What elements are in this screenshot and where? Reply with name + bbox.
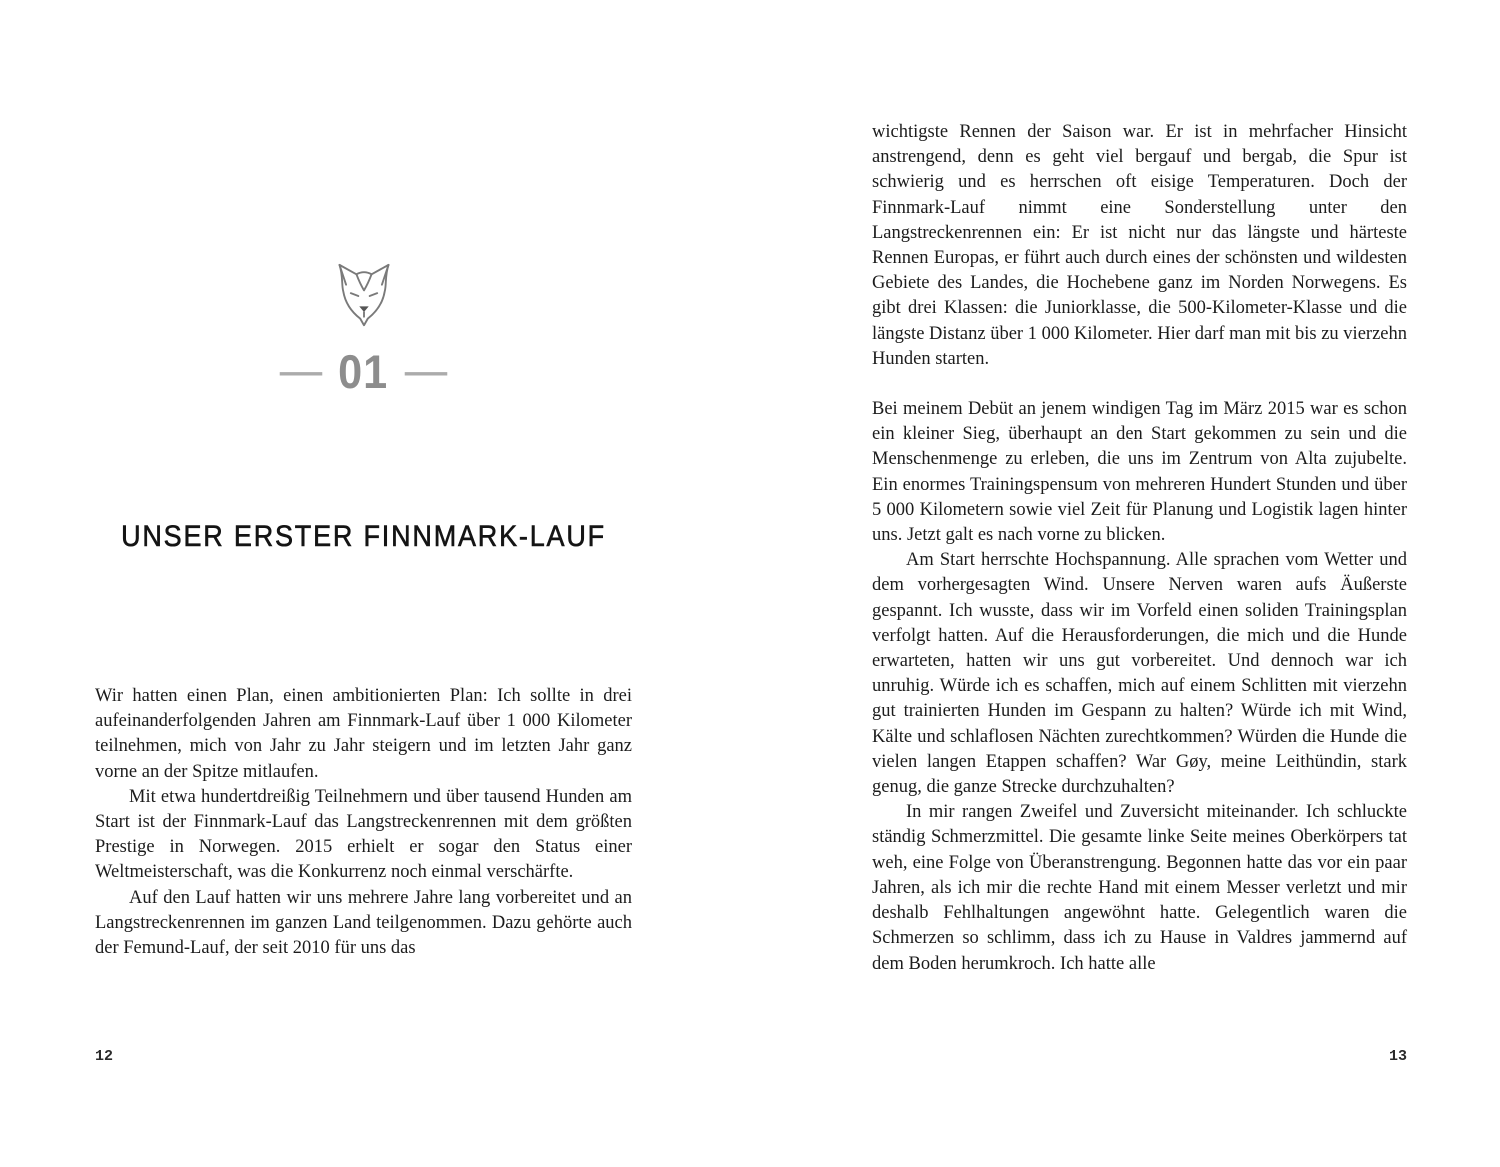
husky-icon: [331, 258, 397, 334]
body-paragraph: Wir hatten einen Plan, einen ambitionierten Plan: Ich sollte in drei aufeinanderfolgenden Jahren am Finnmark-Lauf über 1 000 Kilometer teilnehmen, mich von Jahr zu Jahr steigern und im letzten Jahr ganz vorne an der Spitze mitlaufen.: [95, 686, 632, 782]
chapter-number: 01: [338, 345, 389, 398]
body-paragraph: Auf den Lauf hatten wir uns mehrere Jahre lang vorbereitet und an Langstreckenrennen im ganzen Land teilgenommen. Dazu gehörte auch der Femund-Lauf, der seit 2010 für uns das: [95, 887, 632, 959]
right-page-body-text: [872, 120, 1407, 977]
chapter-number-row: [95, 345, 632, 398]
page-number-right: 13: [1388, 1048, 1407, 1065]
body-paragraph: In mir rangen Zweifel und Zuversicht miteinander. Ich schluckte ständig Schmerzmittel. Die gesamte linke Seite meines Oberkörpers tat weh, eine Folge von Überanstrengung. Begonnen hatte das vor ein paar Jahren, als ich mir die rechte Hand mit einem Messer verletzt und mir deshalb Fehlhaltungen angewöhnt hatte. Gelegentlich waren die Schmerzen so schlimm, dass ich zu Hause in Valdres jammernd auf dem Boden herumkroch. Ich hatte alle: [872, 802, 1407, 974]
body-paragraph: Mit etwa hundertdreißig Teilnehmern und über tausend Hunden am Start ist der Finnmark-Lauf das Langstreckenrennen mit dem größten Prestige in Norwegen. 2015 erhielt er sogar den Status einer Weltmeisterschaft, was die Konkurrenz noch einmal verschärfte.: [95, 786, 632, 883]
body-paragraph: wichtigste Rennen der Saison war. Er ist in mehrfacher Hinsicht anstrengend, denn es geht viel bergauf und bergab, die Spur ist schwierig und es herrschen oft eisige Temperaturen. Doch der Finnmark-Lauf nimmt eine Sonderstellung unter den Langstreckenrennen ein: Er ist nicht nur das längste und härteste Rennen Europas, er führt auch durch eines der schönsten und wildesten Gebiete des Landes, die Hochebene ganz im Norden Norwegens. Es gibt drei Klassen: die Juniorklasse, die 500-Kilometer-Klasse und die längste Distanz über 1 000 Kilometer. Hier darf man mit bis zu vierzehn Hunden starten.: [872, 122, 1407, 369]
body-paragraph: Am Start herrschte Hochspannung. Alle sprachen vom Wetter und dem vorhergesagten Wind. Unsere Nerven waren aufs Äußerste gespannt. Ich wusste, dass wir im Vorfeld einen soliden Trainingsplan verfolgt hatten. Auf die Herausforderungen, die mich und die Hunde erwarteten, hatten wir uns gut vorbereitet. Und dennoch war ich unruhig. Würde ich es schaffen, mich auf einem Schlitten mit vierzehn gut trainierten Hunden im Gespann zu halten? Würde ich mit Wind, Kälte und schlaflosen Nächten zurechtkommen? Würden die Hunde die vielen langen Etappen schaffen? War Gøy, meine Leithündin, stark genug, die ganze Strecke durchzuhalten?: [872, 550, 1407, 798]
chapter-dash-right: —: [404, 352, 447, 391]
chapter-dash-left: —: [280, 352, 323, 391]
page-number-left: 12: [95, 1048, 114, 1065]
left-page-body-text: [95, 684, 632, 961]
body-paragraph: Bei meinem Debüt an jenem windigen Tag im März 2015 war es schon ein kleiner Sieg, überhaupt an den Start gekommen zu sein und die Menschenmenge zu erleben, die uns im Zentrum von Alta zujubelte. Ein enormes Trainingspensum von mehreren Hundert Stunden und über 5 000 Kilometern sowie viel Zeit für Planung und Logistik lagen hinter uns. Jetzt galt es nach vorne zu blicken.: [872, 399, 1407, 546]
chapter-icon-wrap: [95, 258, 632, 334]
chapter-title: UNSER ERSTER FINNMARK-LAUF: [121, 520, 606, 553]
